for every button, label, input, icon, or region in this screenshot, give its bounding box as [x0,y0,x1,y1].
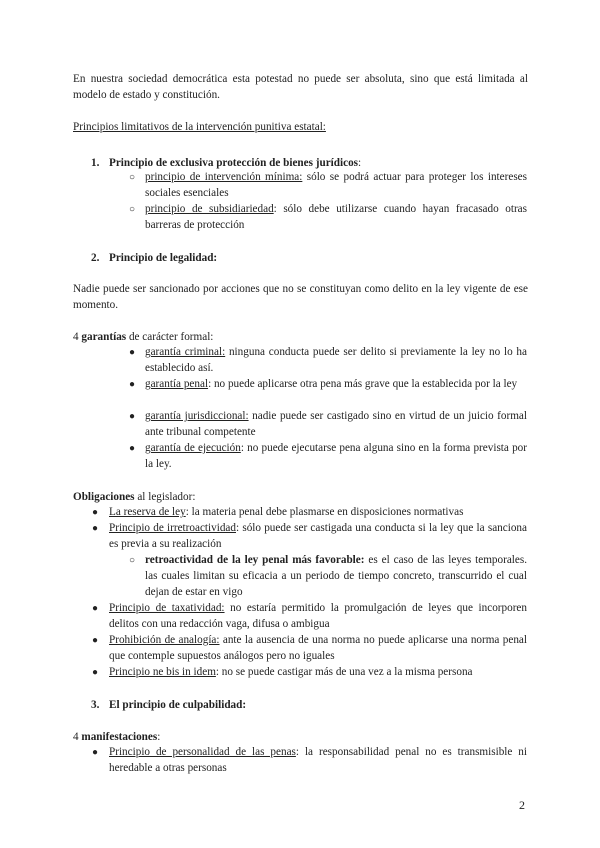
garantias-heading [73,329,528,345]
item-term: principio de subsidiariedad [145,203,274,215]
item-text: : no se puede castigar más de una vez a la misma persona [215,666,473,678]
sub-list-item [145,552,527,600]
section-1-number: 1. [91,157,100,169]
circle-bullet-icon: ○ [129,555,136,566]
item-term: garantía jurisdiccional: [145,410,249,422]
intro-paragraph: En nuestra sociedad democrática esta potestad no puede ser absoluta, sino que está limitada al modelo de estado y constitución. [73,73,528,101]
legality-paragraph: Nadie puede ser sancionado por acciones que no se constituyan como delito en la ley vigente de ese momento. [73,283,528,311]
manifestaciones-count: 4 [73,731,82,743]
circle-bullet-icon: ○ [129,172,136,183]
obligaciones-rest: al legislador: [134,491,196,503]
garantias-word: garantías [81,331,127,343]
section-3-number: 3. [91,699,100,711]
item-text: ninguna conducta puede ser delito si previamente la ley no lo ha establecido así. [145,346,527,374]
list-item [145,440,527,472]
section-1-suffix: : [358,157,362,169]
item-text: : sólo puede ser castigada una conducta si la ley que la sanciona es previa a su realización [109,522,527,550]
manifestaciones-heading [73,729,528,745]
item-term: Principio ne bis in idem [109,666,216,678]
list-item [145,344,527,376]
item-text: sólo se podrá actuar para proteger los intereses sociales esenciales [145,171,527,199]
section-3-title: El principio de culpabilidad: [109,699,247,711]
item-term: principio de intervención mínima: [145,171,303,183]
list-item [109,600,527,632]
garantias-count: 4 [73,331,82,343]
item-term: Principio de personalidad de las penas [109,746,296,758]
circle-bullet-icon: ○ [129,204,136,215]
manifestaciones-rest: : [157,731,161,743]
item-text: ante la ausencia de una norma no puede aplicarse una norma penal que contemple supuestos análogos pero no iguales [109,634,527,662]
list-item [145,376,527,392]
item-term: Principio de taxatividad: [109,602,225,614]
list-item [109,664,527,680]
item-term: garantía penal [145,378,209,390]
section-2-title: Principio de legalidad: [109,252,218,264]
item-text: : la responsabilidad penal no es transmisible ni heredable a otras personas [109,746,527,774]
bullet-icon: ● [129,411,136,422]
item-term: retroactividad de la ley penal más favorable: [145,554,365,566]
obligaciones-heading [73,489,528,505]
item-term: Prohibición de analogía: [109,634,220,646]
bullet-icon: ● [92,523,99,534]
list-item [145,201,527,233]
manifestaciones-word: manifestaciones [81,731,158,743]
bullet-icon: ● [92,635,99,646]
bullet-icon: ● [129,347,136,358]
bullet-icon: ● [129,379,136,390]
list-item [109,520,527,552]
bullet-icon: ● [92,507,99,518]
item-term: Principio de irretroactividad [109,522,236,534]
list-item [145,169,527,201]
item-term: garantía de ejecución [145,442,241,454]
list-item [145,408,527,440]
item-text: : no puede aplicarse otra pena más grave que la establecida por la ley [208,378,518,390]
list-item [109,632,527,664]
bullet-icon: ● [92,667,99,678]
item-text: es el caso de las leyes temporales. las cuales limitan su eficacia a un periodo de tiempo concreto, transcurrido el cual dejan de estar en vigo [145,554,528,598]
item-text: nadie puede ser castigado sino en virtud de un juicio formal ante tribunal competente [145,410,527,438]
section-2-number: 2. [91,252,100,264]
garantias-rest: de carácter formal: [126,331,214,343]
item-text: no estaría permitido la promulgación de leyes que incorporen delitos con una redacción vaga, difusa o ambigua [109,602,527,630]
principles-heading: Principios limitativos de la intervención punitiva estatal: [73,121,326,133]
item-text: : la materia penal debe plasmarse en disposiciones normativas [185,506,464,518]
obligaciones-word: Obligaciones [73,491,135,503]
bullet-icon: ● [92,747,99,758]
list-item [109,504,527,520]
item-term: garantía criminal: [145,346,226,358]
page-number: 2 [519,798,525,812]
item-text: : sólo debe utilizarse cuando hayan fracasado otras barreras de protección [145,203,527,231]
list-item [109,744,527,776]
item-term: La reserva de ley [109,506,186,518]
item-text: : no puede ejecutarse pena alguna sino en la forma prevista por la ley. [145,442,527,470]
section-1-title: Principio de exclusiva protección de bienes jurídicos [109,157,359,169]
bullet-icon: ● [129,443,136,454]
bullet-icon: ● [92,603,99,614]
